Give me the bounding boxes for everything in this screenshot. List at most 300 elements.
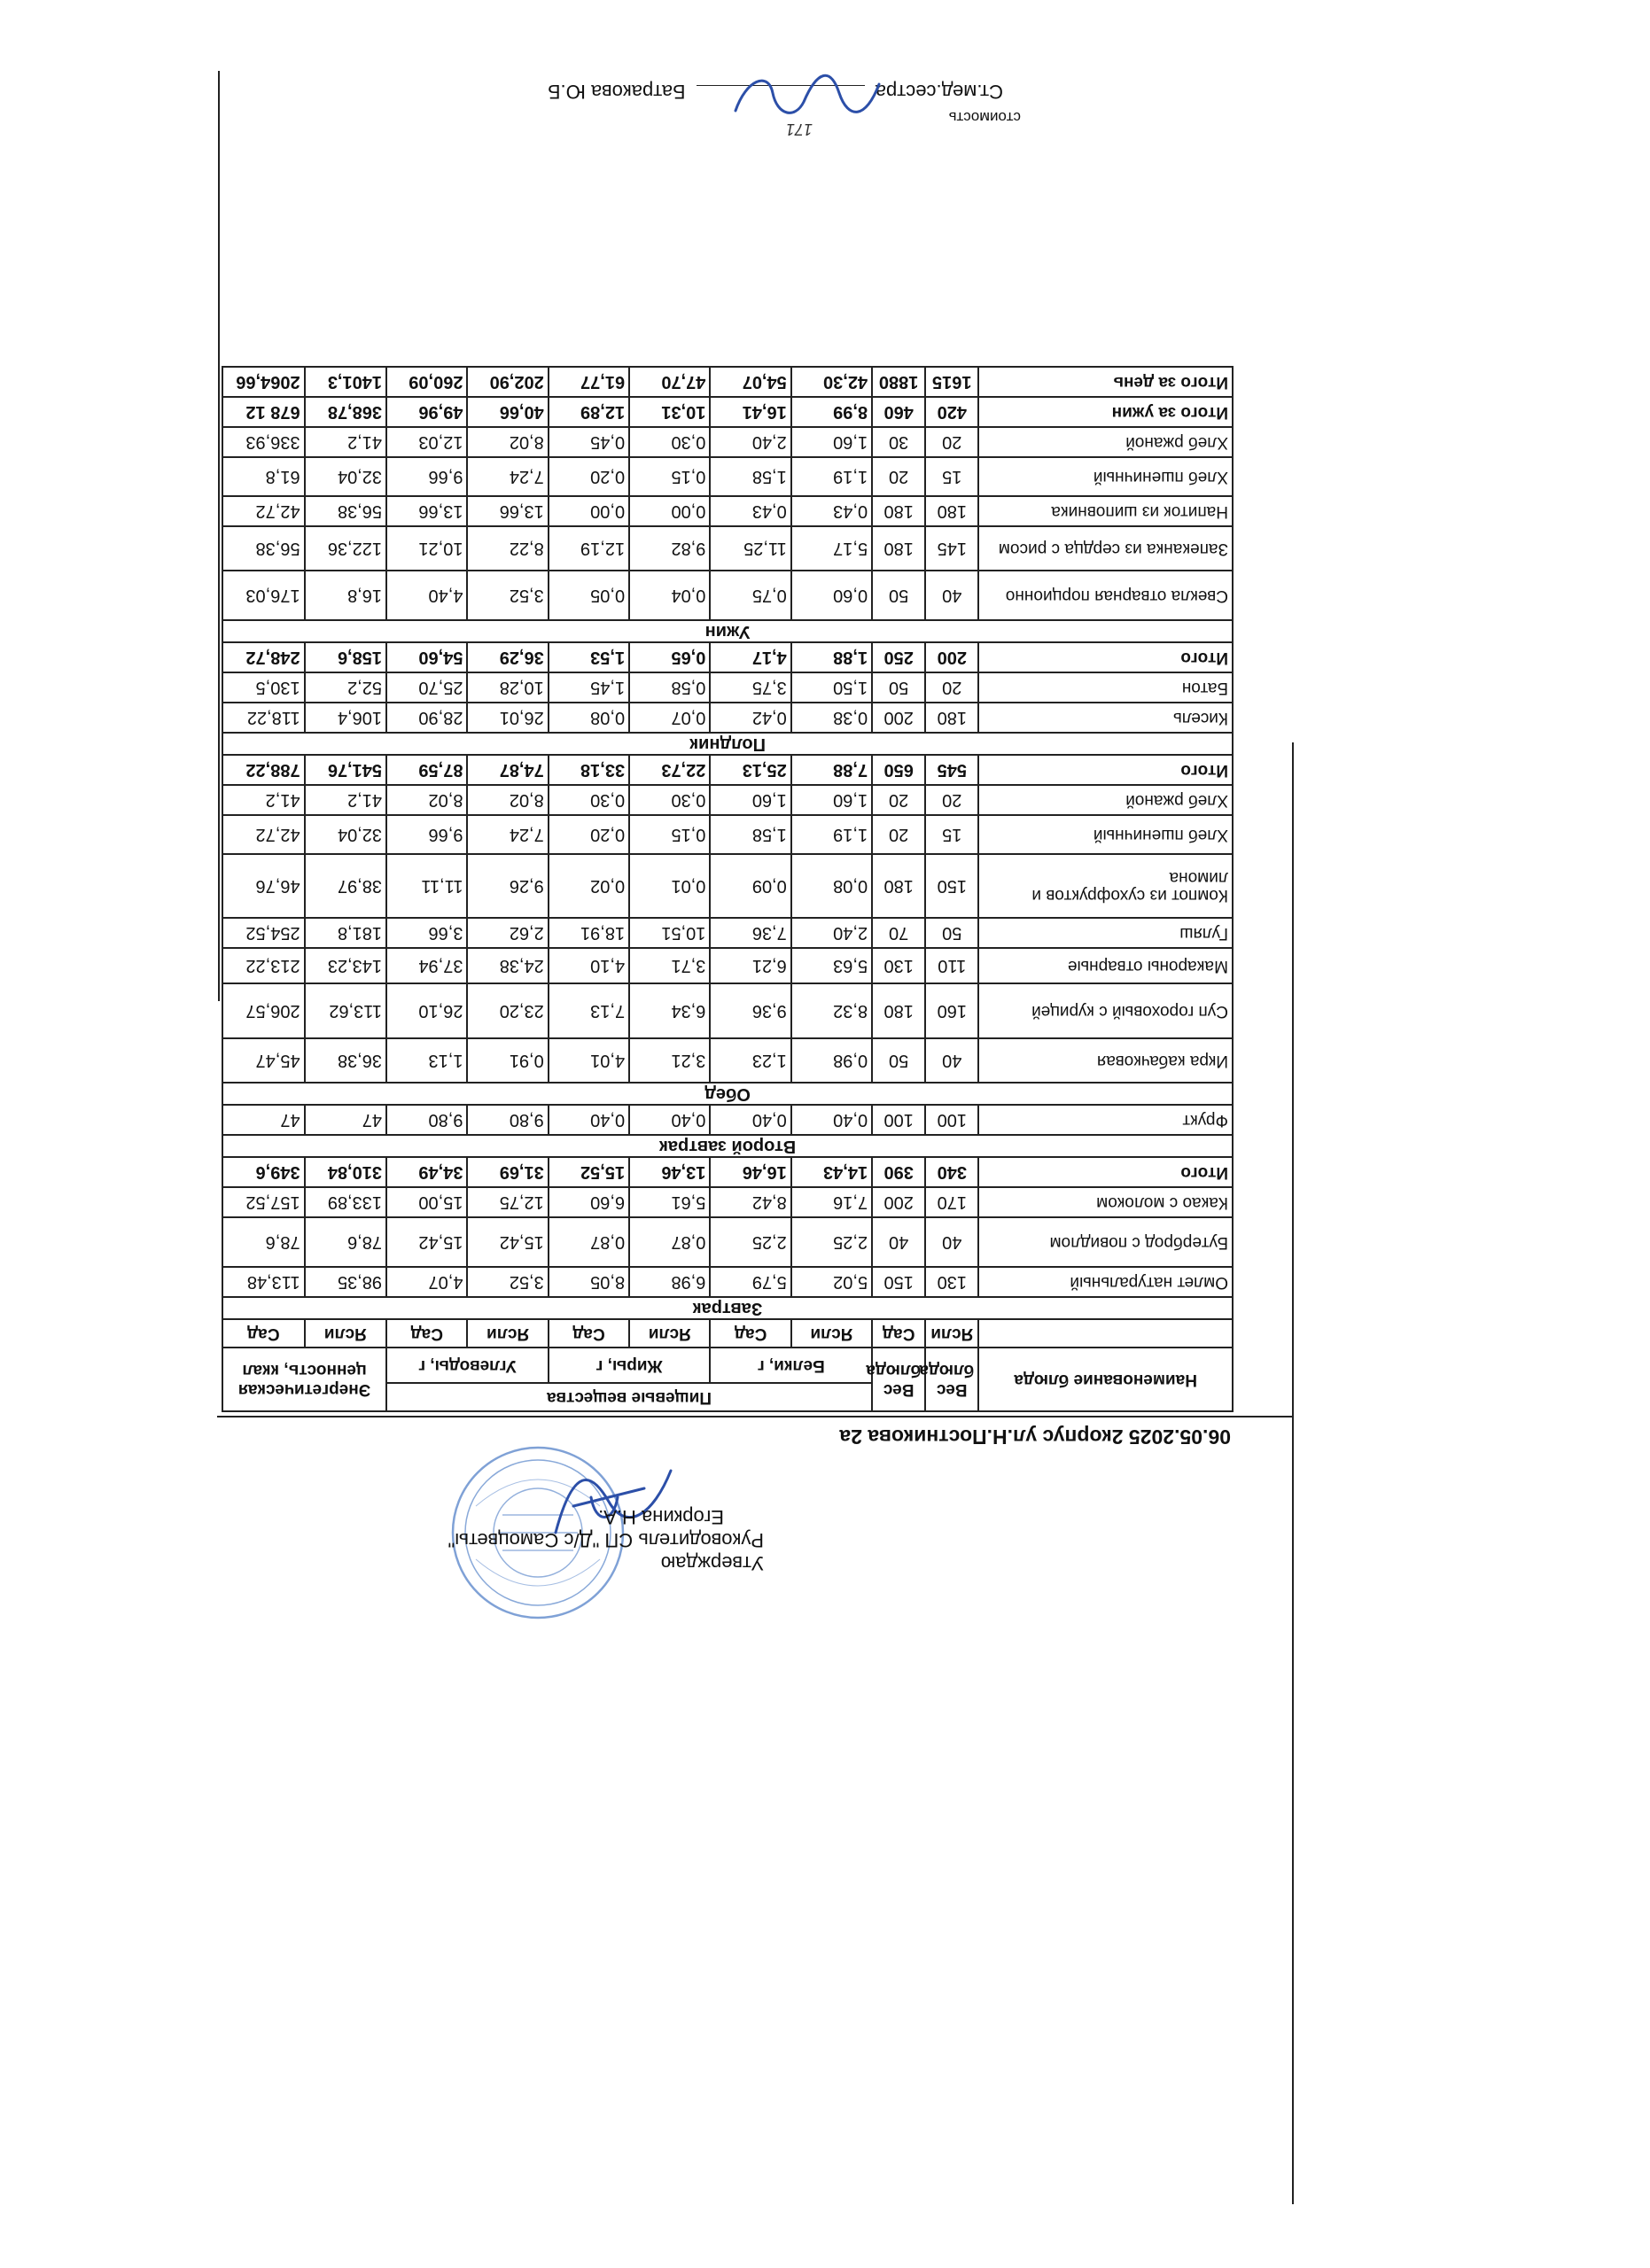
table-row — [222, 427, 1233, 457]
header-subcolumns — [222, 1319, 1233, 1348]
cell-value: 150 — [925, 854, 978, 918]
cell-value: 460 — [872, 397, 925, 427]
cell-value: 158,6 — [305, 642, 386, 672]
cell-value: 1880 — [872, 367, 925, 397]
cell-value: 28,90 — [386, 703, 467, 733]
approval-line-2: Руководитель СП "Д/с Самоцветы" — [448, 1529, 764, 1551]
cell-value: 0,00 — [629, 496, 710, 526]
cell-value: 0,01 — [629, 854, 710, 918]
cell-value: 50 — [872, 1038, 925, 1083]
cell-value: 9,66 — [386, 815, 467, 854]
cell-value: 56,38 — [305, 496, 386, 526]
cell-value: 0,09 — [710, 854, 790, 918]
cell-value: 349,6 — [222, 1157, 305, 1187]
cell-value: 37,94 — [386, 948, 467, 983]
cell-value: 130 — [872, 948, 925, 983]
cell-value: 50 — [872, 571, 925, 620]
cell-value: 11,11 — [386, 854, 467, 918]
nurse-signature — [728, 66, 888, 128]
cell-value: 47,70 — [629, 367, 710, 397]
table-row — [222, 703, 1233, 733]
section-row — [222, 733, 1233, 755]
header-protein: Белки, г — [710, 1348, 872, 1383]
cell-value: 113,48 — [222, 1267, 305, 1297]
cell-value: 0,04 — [629, 571, 710, 620]
cell-value: 40 — [872, 1217, 925, 1267]
cell-value: 34,49 — [386, 1157, 467, 1187]
document-title: 06.05.2025 2корпус ул.Н.Постникова 2а — [839, 1425, 1231, 1449]
cell-value: 18,91 — [549, 918, 629, 948]
cell-value: 1,58 — [710, 815, 790, 854]
cell-value: 47 — [222, 1105, 305, 1135]
header-sub-3: Сад — [710, 1319, 790, 1348]
nurse-name: Батракова Ю.Б — [548, 81, 686, 103]
cell-value: 4,40 — [386, 571, 467, 620]
section-label: Ужин — [222, 620, 1233, 642]
cell-value: 213,22 — [222, 948, 305, 983]
cell-value: 7,88 — [791, 755, 872, 785]
cell-value: 1,58 — [710, 457, 790, 496]
dish-name: Гуляш — [978, 918, 1233, 948]
cell-value: 15,42 — [467, 1217, 548, 1267]
cell-value: 1,19 — [791, 815, 872, 854]
dish-name: Фрукт — [978, 1105, 1233, 1135]
dish-name: Компот из сухофруктов и лимона — [978, 854, 1233, 918]
cell-value: 1,60 — [791, 427, 872, 457]
cell-value: 52,2 — [305, 672, 386, 703]
cell-value: 0,91 — [467, 1038, 548, 1083]
cell-value: 160 — [925, 983, 978, 1038]
cell-value: 7,24 — [467, 457, 548, 496]
header-sub-0: Ясли — [925, 1319, 978, 1348]
cell-value: 42,72 — [222, 815, 305, 854]
cell-value: 9,80 — [467, 1105, 548, 1135]
scan-top-rule — [217, 1416, 1294, 1418]
table-row — [222, 785, 1233, 815]
dish-name: Суп гороховый с курицей — [978, 983, 1233, 1038]
cell-value: 36,38 — [305, 1038, 386, 1083]
cell-value: 0,98 — [791, 1038, 872, 1083]
cell-value: 4,07 — [386, 1267, 467, 1297]
cell-value: 12,89 — [549, 397, 629, 427]
cell-value: 180 — [872, 526, 925, 571]
cell-value: 0,45 — [549, 427, 629, 457]
cell-value: 9,66 — [386, 457, 467, 496]
cell-value: 0,75 — [710, 571, 790, 620]
cell-value: 545 — [925, 755, 978, 785]
cell-value: 130,5 — [222, 672, 305, 703]
cell-value: 310,84 — [305, 1157, 386, 1187]
table-row — [222, 815, 1233, 854]
cell-value: 6,34 — [629, 983, 710, 1038]
table-row — [222, 1217, 1233, 1267]
dish-name: Напиток из шиповника — [978, 496, 1233, 526]
cell-value: 420 — [925, 397, 978, 427]
cell-value: 31,69 — [467, 1157, 548, 1187]
cell-value: 260,09 — [386, 367, 467, 397]
header-weight-nursery: Вес блюда — [925, 1348, 978, 1411]
section-row — [222, 1135, 1233, 1157]
cell-value: 0,30 — [549, 785, 629, 815]
cell-value: 1401,3 — [305, 367, 386, 397]
cell-value: 1,60 — [791, 785, 872, 815]
cell-value: 0,87 — [549, 1217, 629, 1267]
approval-line-3: Егоркина Н.А. — [598, 1506, 724, 1528]
cell-value: 130 — [925, 1267, 978, 1297]
table-row — [222, 948, 1233, 983]
dish-name: Итого — [978, 755, 1233, 785]
cell-value: 0,43 — [791, 496, 872, 526]
cell-value: 5,79 — [710, 1267, 790, 1297]
section-label: Обед — [222, 1083, 1233, 1105]
cell-value: 200 — [925, 642, 978, 672]
table-row — [222, 854, 1233, 918]
cell-value: 336,93 — [222, 427, 305, 457]
cell-value: 1,60 — [710, 785, 790, 815]
cell-value: 170 — [925, 1187, 978, 1217]
header-weight-kindergarten: Вес блюда — [872, 1348, 925, 1411]
cell-value: 16,41 — [710, 397, 790, 427]
cell-value: 180 — [925, 496, 978, 526]
cell-value: 1,19 — [791, 457, 872, 496]
cell-value: 40 — [925, 571, 978, 620]
cell-value: 3,71 — [629, 948, 710, 983]
cell-value: 47 — [305, 1105, 386, 1135]
cell-value: 0,20 — [549, 815, 629, 854]
dish-name: Запеканка из сердца с рисом — [978, 526, 1233, 571]
cell-value: 16,46 — [710, 1157, 790, 1187]
cell-value: 106,4 — [305, 703, 386, 733]
cell-value: 10,21 — [386, 526, 467, 571]
cell-value: 32,04 — [305, 457, 386, 496]
cell-value: 41,2 — [305, 427, 386, 457]
dish-name: Омлет натуральный — [978, 1267, 1233, 1297]
cell-value: 0,15 — [629, 815, 710, 854]
cell-value: 25,70 — [386, 672, 467, 703]
cell-value: 1615 — [925, 367, 978, 397]
cell-value: 24,38 — [467, 948, 548, 983]
cell-value: 390 — [872, 1157, 925, 1187]
cell-value: 9,80 — [386, 1105, 467, 1135]
cell-value: 6,60 — [549, 1187, 629, 1217]
cell-value: 8,02 — [467, 427, 548, 457]
cell-value: 0,87 — [629, 1217, 710, 1267]
cell-value: 45,47 — [222, 1038, 305, 1083]
table-row — [222, 526, 1233, 571]
cell-value: 1,13 — [386, 1038, 467, 1083]
cell-value: 98,35 — [305, 1267, 386, 1297]
cell-value: 5,17 — [791, 526, 872, 571]
cell-value: 250 — [872, 642, 925, 672]
cell-value: 54,07 — [710, 367, 790, 397]
cell-value: 3,52 — [467, 1267, 548, 1297]
dish-name: Итого за день — [978, 367, 1233, 397]
section-label: Полдник — [222, 733, 1233, 755]
dish-name: Хлеб пшеничный — [978, 815, 1233, 854]
cell-value: 110 — [925, 948, 978, 983]
table-row — [222, 1187, 1233, 1217]
cell-value: 20 — [872, 457, 925, 496]
nurse-position: Ст.мед.сестра — [875, 81, 1003, 103]
header-sub-5: Сад — [549, 1319, 629, 1348]
cell-value: 0,30 — [629, 427, 710, 457]
dish-name: Хлеб пшеничный — [978, 457, 1233, 496]
section-label: Завтрак — [222, 1297, 1233, 1319]
cell-value: 202,90 — [467, 367, 548, 397]
cell-value: 4,10 — [549, 948, 629, 983]
header-sub-6: Ясли — [467, 1319, 548, 1348]
cell-value: 0,58 — [629, 672, 710, 703]
cell-value: 87,59 — [386, 755, 467, 785]
cell-value: 0,02 — [549, 854, 629, 918]
cell-value: 143,23 — [305, 948, 386, 983]
cell-value: 5,63 — [791, 948, 872, 983]
cell-value: 20 — [872, 815, 925, 854]
cell-value: 8,32 — [791, 983, 872, 1038]
approval-line-1: Утверждаю — [660, 1552, 764, 1574]
total-row — [222, 397, 1233, 427]
dish-name: Какао с молоком — [978, 1187, 1233, 1217]
cell-value: 74,87 — [467, 755, 548, 785]
cell-value: 15 — [925, 457, 978, 496]
cell-value: 2,40 — [791, 918, 872, 948]
cell-value: 113,62 — [305, 983, 386, 1038]
cell-value: 6,98 — [629, 1267, 710, 1297]
dish-name: Батон — [978, 672, 1233, 703]
cell-value: 0,08 — [791, 854, 872, 918]
cell-value: 0,43 — [710, 496, 790, 526]
cell-value: 9,26 — [467, 854, 548, 918]
cell-value: 180 — [925, 703, 978, 733]
menu-table — [222, 366, 1234, 1412]
cell-value: 2,25 — [791, 1217, 872, 1267]
cell-value: 0,08 — [549, 703, 629, 733]
cell-value: 788,22 — [222, 755, 305, 785]
dish-name: Итого за ужин — [978, 397, 1233, 427]
cell-value: 25,13 — [710, 755, 790, 785]
header-sub-8: Ясли — [305, 1319, 386, 1348]
cell-value: 176,03 — [222, 571, 305, 620]
cell-value: 10,51 — [629, 918, 710, 948]
table-row — [222, 983, 1233, 1038]
cell-value: 1,45 — [549, 672, 629, 703]
header-carbs: Углеводы, г — [386, 1348, 549, 1383]
cell-value: 15,52 — [549, 1157, 629, 1187]
cell-value: 20 — [925, 672, 978, 703]
table-row — [222, 672, 1233, 703]
cell-value: 41,2 — [305, 785, 386, 815]
header-blank — [978, 1319, 1233, 1348]
cell-value: 4,01 — [549, 1038, 629, 1083]
cell-value: 0,00 — [549, 496, 629, 526]
cell-value: 61,77 — [549, 367, 629, 397]
total-row — [222, 1157, 1233, 1187]
cell-value: 100 — [872, 1105, 925, 1135]
cell-value: 9,82 — [629, 526, 710, 571]
cell-value: 10,31 — [629, 397, 710, 427]
table-row — [222, 918, 1233, 948]
header-sub-4: Ясли — [629, 1319, 710, 1348]
cell-value: 206,57 — [222, 983, 305, 1038]
cell-value: 42,72 — [222, 496, 305, 526]
cell-value: 2,40 — [710, 427, 790, 457]
header-sub-2: Ясли — [791, 1319, 872, 1348]
cell-value: 122,36 — [305, 526, 386, 571]
header-sub-1: Сад — [872, 1319, 925, 1348]
cell-value: 13,66 — [386, 496, 467, 526]
cost-label: стоимость — [948, 109, 1021, 126]
cell-value: 340 — [925, 1157, 978, 1187]
scan-right-rule — [218, 71, 220, 1001]
cell-value: 7,16 — [791, 1187, 872, 1217]
cell-value: 2,62 — [467, 918, 548, 948]
cell-value: 150 — [872, 1267, 925, 1297]
cell-value: 26,01 — [467, 703, 548, 733]
cell-value: 0,40 — [710, 1105, 790, 1135]
cell-value: 541,76 — [305, 755, 386, 785]
cell-value: 100 — [925, 1105, 978, 1135]
cell-value: 4,17 — [710, 642, 790, 672]
cell-value: 180 — [872, 496, 925, 526]
cell-value: 678 12 — [222, 397, 305, 427]
cell-value: 248,72 — [222, 642, 305, 672]
cell-value: 2064,66 — [222, 367, 305, 397]
cell-value: 0,07 — [629, 703, 710, 733]
cell-value: 14,43 — [791, 1157, 872, 1187]
approval-block — [232, 1505, 764, 1574]
section-label: Второй завтрак — [222, 1135, 1233, 1157]
cell-value: 0,05 — [549, 571, 629, 620]
cell-value: 0,60 — [791, 571, 872, 620]
dish-name: Хлеб ржаной — [978, 785, 1233, 815]
cell-value: 180 — [872, 983, 925, 1038]
cell-value: 15,00 — [386, 1187, 467, 1217]
cell-value: 50 — [925, 918, 978, 948]
header-fat: Жиры, г — [549, 1348, 711, 1383]
cell-value: 180 — [872, 854, 925, 918]
total-row — [222, 642, 1233, 672]
dish-name: Кисель — [978, 703, 1233, 733]
cell-value: 0,40 — [629, 1105, 710, 1135]
dish-name: Итого — [978, 642, 1233, 672]
cell-value: 181,8 — [305, 918, 386, 948]
cost-number: 171 — [785, 120, 813, 138]
cell-value: 22,73 — [629, 755, 710, 785]
dish-name: Итого — [978, 1157, 1233, 1187]
cell-value: 33,18 — [549, 755, 629, 785]
cell-value: 200 — [872, 1187, 925, 1217]
cell-value: 3,21 — [629, 1038, 710, 1083]
cell-value: 254,52 — [222, 918, 305, 948]
scan-left-rule — [1292, 742, 1294, 2204]
cell-value: 118,22 — [222, 703, 305, 733]
cell-value: 40,66 — [467, 397, 548, 427]
cell-value: 46,76 — [222, 854, 305, 918]
cell-value: 6,21 — [710, 948, 790, 983]
cell-value: 8,42 — [710, 1187, 790, 1217]
table-row — [222, 496, 1233, 526]
cell-value: 20 — [872, 785, 925, 815]
cell-value: 36,29 — [467, 642, 548, 672]
cell-value: 0,30 — [629, 785, 710, 815]
cell-value: 7,24 — [467, 815, 548, 854]
cell-value: 3,52 — [467, 571, 548, 620]
cell-value: 10,28 — [467, 672, 548, 703]
total-row — [222, 367, 1233, 397]
cell-value: 8,02 — [467, 785, 548, 815]
cell-value: 12,75 — [467, 1187, 548, 1217]
section-row — [222, 1083, 1233, 1105]
cell-value: 0,15 — [629, 457, 710, 496]
header-energy: Энергетическая ценность, ккал — [222, 1348, 386, 1411]
cell-value: 13,46 — [629, 1157, 710, 1187]
table-row — [222, 1038, 1233, 1083]
cell-value: 7,13 — [549, 983, 629, 1038]
cell-value: 0,38 — [791, 703, 872, 733]
cell-value: 32,04 — [305, 815, 386, 854]
table-row — [222, 1105, 1233, 1135]
cell-value: 3,66 — [386, 918, 467, 948]
cell-value: 9,36 — [710, 983, 790, 1038]
cell-value: 61,8 — [222, 457, 305, 496]
cell-value: 15 — [925, 815, 978, 854]
dish-name: Бутерброд с повидлом — [978, 1217, 1233, 1267]
cell-value: 3,75 — [710, 672, 790, 703]
cell-value: 650 — [872, 755, 925, 785]
cell-value: 12,03 — [386, 427, 467, 457]
section-row — [222, 1297, 1233, 1319]
cell-value: 0,40 — [549, 1105, 629, 1135]
cell-value: 145 — [925, 526, 978, 571]
cell-value: 0,40 — [791, 1105, 872, 1135]
cell-value: 49,96 — [386, 397, 467, 427]
cell-value: 8,99 — [791, 397, 872, 427]
cell-value: 1,53 — [549, 642, 629, 672]
cell-value: 26,10 — [386, 983, 467, 1038]
cell-value: 41,2 — [222, 785, 305, 815]
cell-value: 368,78 — [305, 397, 386, 427]
cell-value: 0,42 — [710, 703, 790, 733]
header-nutrients: Пищевые вещества — [386, 1383, 872, 1411]
cell-value: 5,02 — [791, 1267, 872, 1297]
cell-value: 42,30 — [791, 367, 872, 397]
total-row — [222, 755, 1233, 785]
dish-name: Икра кабачковая — [978, 1038, 1233, 1083]
cell-value: 56,38 — [222, 526, 305, 571]
header-sub-7: Сад — [386, 1319, 467, 1348]
cell-value: 38,97 — [305, 854, 386, 918]
cell-value: 1,23 — [710, 1038, 790, 1083]
cell-value: 157,52 — [222, 1187, 305, 1217]
table-row — [222, 571, 1233, 620]
cell-value: 133,89 — [305, 1187, 386, 1217]
cell-value: 78,6 — [222, 1217, 305, 1267]
cell-value: 8,22 — [467, 526, 548, 571]
cell-value: 2,25 — [710, 1217, 790, 1267]
cell-value: 1,88 — [791, 642, 872, 672]
cell-value: 13,66 — [467, 496, 548, 526]
dish-name: Хлеб ржаной — [978, 427, 1233, 457]
dish-name: Макароны отварные — [978, 948, 1233, 983]
table-row — [222, 457, 1233, 496]
cell-value: 23,20 — [467, 983, 548, 1038]
cell-value: 70 — [872, 918, 925, 948]
cell-value: 78,6 — [305, 1217, 386, 1267]
cell-value: 16,8 — [305, 571, 386, 620]
header-dish-name: Наименование блюда — [978, 1348, 1233, 1411]
cell-value: 0,20 — [549, 457, 629, 496]
cell-value: 0,65 — [629, 642, 710, 672]
